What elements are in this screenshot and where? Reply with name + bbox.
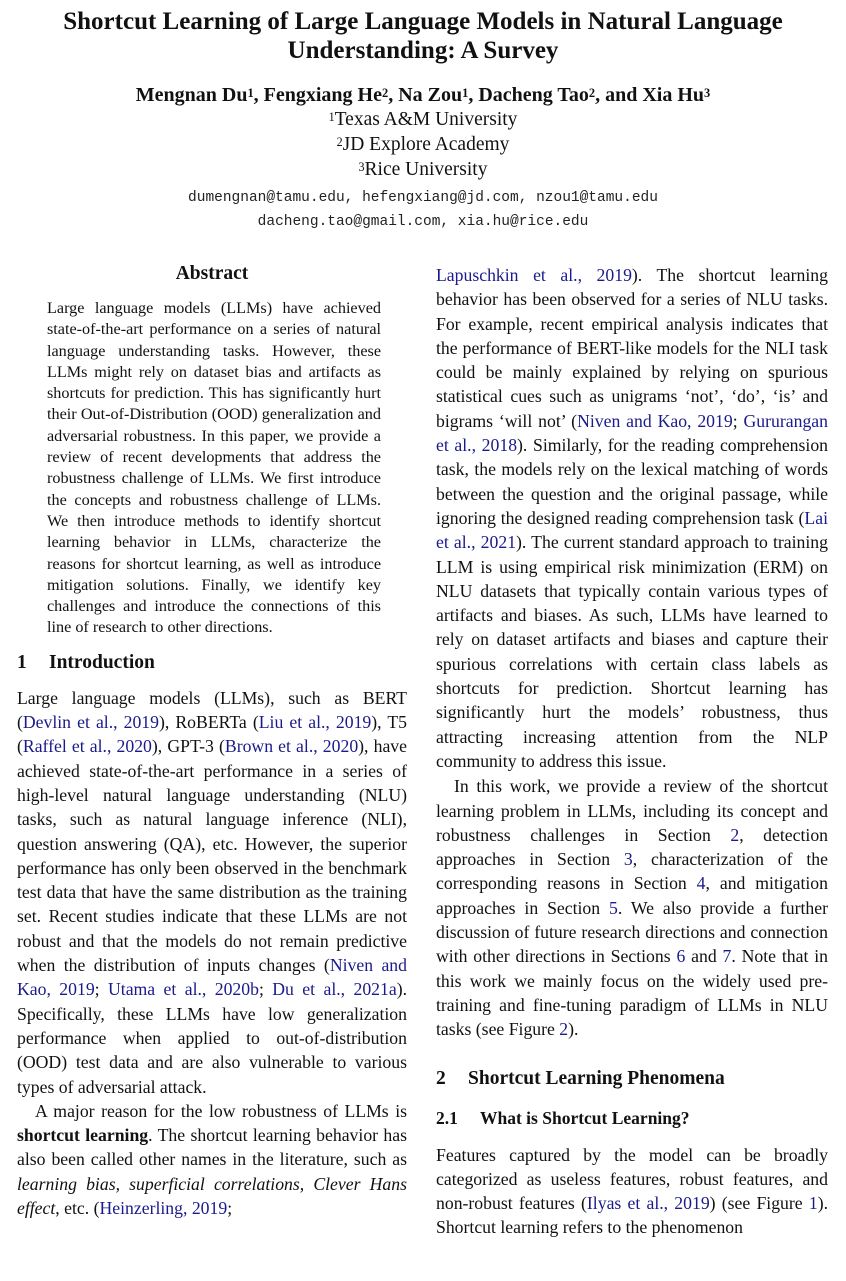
text-run: , detection approaches in Section [436,824,829,870]
citation-link[interactable]: 3 [623,849,633,870]
author-5: Xia Hu$^3$ [642,84,711,106]
citation-link[interactable]: Ilyas et al., 2019 [586,1193,710,1214]
text-run: . Note that in this work we mainly focus on the widely used pre-training and fine-tuning paradigm of LLMs in NLU tasks (see Figure [436,946,828,1040]
citation-link[interactable]: Gururangan et al., 2018 [436,410,828,456]
citation-link[interactable]: Niven and Kao, 2019 [577,410,733,431]
affiliation-1: $^1$Texas A&M University [328,109,518,130]
title-line-2: Understanding: A Survey [287,36,559,64]
affiliation-3: $^3$Rice University [358,159,488,180]
text-run: ), T5 ( [17,712,407,757]
section-number: 2 [436,1067,446,1089]
citation-link[interactable]: 7 [722,946,732,967]
text-run: ) (see Figure [709,1193,809,1214]
subsection-title: What is Shortcut Learning? [480,1107,690,1128]
affiliation-list [20,107,826,182]
paper-title [20,8,826,65]
citation-link[interactable]: Devlin et al., 2019 [22,712,159,733]
text-run: ). Similarly, for the reading comprehension task, the models rely on the lexical matching of words between the question and the original passage, while ignoring the designed reading comprehension task ( [436,435,829,528]
citation-link[interactable]: Heinzerling, 2019 [99,1197,228,1218]
section-title: Introduction [49,651,155,673]
citation-link[interactable]: Du et al., 2021a [272,979,397,1000]
bold-term: shortcut learning [17,1125,149,1146]
text-run: ). Specifically, these LLMs have low generalization performance when applied to out-of-distribution (OOD) test data and are also vulnerable to various types of adversarial attack. [17,979,408,1097]
author-4: Dacheng Tao$^2$, and [478,84,643,106]
citation-link[interactable]: 4 [696,873,706,894]
text-run: ), have achieved state-of-the-art performance in a series of high-level natural language understanding (NLU) tasks, such as natural language inference (NLI), question answering (QA), etc. However, the superior performance has only been observed in the benchmark test data that have the same distribution as the training set. Recent studies indicate that these LLMs are not robust and that the models do not remain predictive when the distribution of inputs changes ( [17,736,407,976]
abstract-text: Large language models (LLMs) have achieved state-of-the-art performance on a series of natural language understanding tasks. However, these LLMs might rely on dataset bias and artifacts as shortcuts for prediction. This has significantly hurt their Out-of-Distribution (OOD) generalization and adversarial robustness. In this paper, we provide a review of recent developments that address the robustness challenge of LLMs. We first introduce the concepts and robustness challenge of LLMs. We then introduce methods to identify shortcut learning behavior in LLMs, characterize the reasons for shortcut learning, as well as introduce mitigation solutions. Finally, we identify key challenges and introduce the connections of this line of research to other directions. [47,299,381,637]
author-list [20,82,826,108]
text-run: ). The current standard approach to training LLM is using empirical risk minimization (ERM) on NLU datasets that typically contain various types of artifacts and biases. As such, LLMs have learned to rely on dataset artifacts and biases and capture their spurious correlations with certain class labels as shortcuts for prediction. Shortcut learning has significantly hurt the models’ robustness, thus attracting increasing attention from the NLP community to address this issue. [436,532,828,771]
title-line-1: Shortcut Learning of Large Language Models in Natural Language [63,8,783,35]
section-title: Shortcut Learning Phenomena [468,1067,725,1089]
text-run: ). Shortcut learning refers to the phenomenon [436,1193,828,1238]
text-run: A major reason for the low robustness of LLMs is [35,1100,407,1121]
left-column [17,262,407,1220]
text-run: Features captured by the model can be broadly categorized as useless features, robust features, and non-robust features ( [436,1144,828,1214]
text-run: ; [732,410,744,431]
citation-link[interactable]: Liu et al., 2019 [258,712,372,733]
text-run: ). [568,1019,579,1040]
section-2-heading [436,1067,828,1091]
email-list [20,186,826,234]
citation-link[interactable]: Niven and Kao, 2019 [17,955,407,1000]
text-run: ; [227,1197,233,1218]
intro-paragraph-2 [17,1099,407,1220]
text-run: ), RoBERTa ( [159,712,259,733]
abstract-heading: Abstract [175,263,249,284]
author-2: Fengxiang He$^2$, [263,84,399,106]
citation-link[interactable]: 2 [730,824,740,845]
citation-link[interactable]: 1 [808,1193,818,1214]
italic-text: learning bias, superficial correlations, Clever Hans effect [17,1173,407,1218]
author-3: Na Zou$^1$, [398,84,479,106]
citation-link[interactable]: Lapuschkin et al., 2019 [436,265,632,285]
citation-link[interactable]: 2 [559,1019,569,1040]
text-run: ). The shortcut learning behavior has been observed for a series of NLU tasks. For example, recent empirical analysis indicates that the performance of BERT-like models for the NLI task could be mainly explained by relying on spurious statistical cues such as unigrams ‘not’, ‘do’, ‘is’ and bigrams ‘will not’ ( [436,265,828,431]
citation-link[interactable]: 6 [676,946,686,967]
text-run: , and mitigation approaches in Section [436,873,828,918]
text-run: ; [94,979,108,1000]
citation-link[interactable]: Raffel et al., 2020 [22,736,152,757]
author-1: Mengnan Du$^1$, [135,84,264,106]
text-run: ; [258,979,273,1000]
intro-paragraph-1 [17,686,407,1099]
right-paragraph-1 [436,263,828,773]
affiliation-2: $^2$JD Explore Academy [336,134,510,155]
citation-link[interactable]: Lai et al., 2021 [436,507,828,553]
subsection-2-1-heading [436,1107,828,1129]
text-run: In this work, we provide a review of the shortcut learning problem in LLMs, including its concept and robustness challenges in Section [436,776,828,845]
section-1-heading [17,651,407,675]
citation-link[interactable]: Brown et al., 2020 [224,736,359,757]
citation-link[interactable]: 5 [609,897,618,918]
text-run: , etc. ( [55,1197,100,1218]
citation-link[interactable]: Utama et al., 2020b [108,979,259,1000]
right-paragraph-3 [436,1143,828,1240]
text-run: and [685,946,723,967]
text-run: . The shortcut learning behavior has also been called other names in the literature, such as [17,1125,407,1170]
right-paragraph-2 [436,774,828,1041]
text-run: , characterization of the corresponding reasons in Section [436,849,828,894]
right-column [436,263,828,1240]
text-run: . We also provide a further discussion of future research directions and connection with other directions in Sections [436,897,828,967]
text-run: ), GPT-3 ( [151,736,225,757]
email-line-2: dacheng.tao@gmail.com, xia.hu@rice.edu [257,214,589,230]
email-line-1: dumengnan@tamu.edu, hefengxiang@jd.com, nzou1@tamu.edu [188,190,658,206]
subsection-number: 2.1 [436,1107,458,1128]
text-run: Large language models (LLMs), such as BERT ( [17,687,407,733]
section-number: 1 [17,651,27,673]
